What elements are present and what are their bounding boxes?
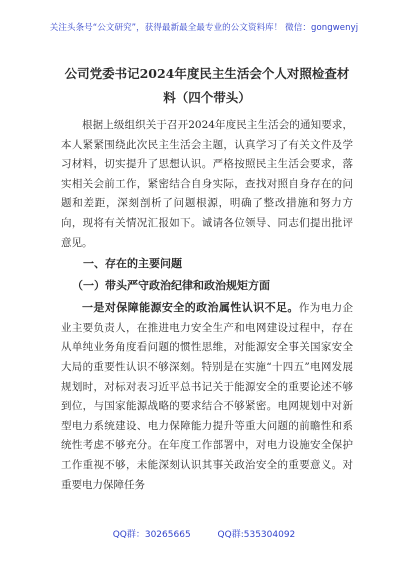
point-paragraph [61,298,353,495]
header-banner: 关注头条号“公文研究”，获得最新最全最专业的公文资料库！ 微信：gongwenyj [49,23,359,33]
footer-qq-group-1: QQ群：30265665 [112,530,191,540]
document-title: 公司党委书记2024年度民主生活会个人对照检查材料（四个带头） [64,66,350,105]
footer [0,527,408,540]
document-page [61,62,353,495]
footer-qq-group-2: QQ群:535304092 [217,530,296,540]
point-lead: 一是对保障能源安全的政治属性认识不足。 [82,301,299,315]
section-heading: 一、存在的主要问题 [83,257,182,271]
intro-paragraph: 根据上级组织关于召开2024年度民主生活会的通知要求，本人紧紧围绕此次民主生活会主题，认真学习了有关文件及学习材料，切实提升了思想认识。严格按照民主生活会要求，落实相关会前工作，紧密结合自身实际，查找对照自身存在的问题和差距，深刻剖析了问题根源，明确了整改措施和努力方向，现将有关情况汇报如下。诚请各位领导、同志们提出批评意见。 [61,119,353,249]
subsection-heading: （一）带头严守政治纪律和政治规矩方面 [72,279,270,293]
point-body: 作为电力企业主要负责人，在推进电力安全生产和电网建设过程中，存在从单纯业务角度看问题的惯性思维，对能源安全事关国家安全大局的重要性认识不够深刻。特别是在实施“十四五”电网发展规划时，对标对表习近平总书记关于能源安全的重要论述不够到位，与国家能源战略的要求结合不够紧密。电网规划中对新型电力系统建设、电力保障能力提升等重大问题的前瞻性和系统性考虑不够充分。在年度工作部署中，对电力设施安全保护工作重视不够，未能深刻认识其事关政治安全的重要意义。对重要电力保障任务 [61,302,354,491]
